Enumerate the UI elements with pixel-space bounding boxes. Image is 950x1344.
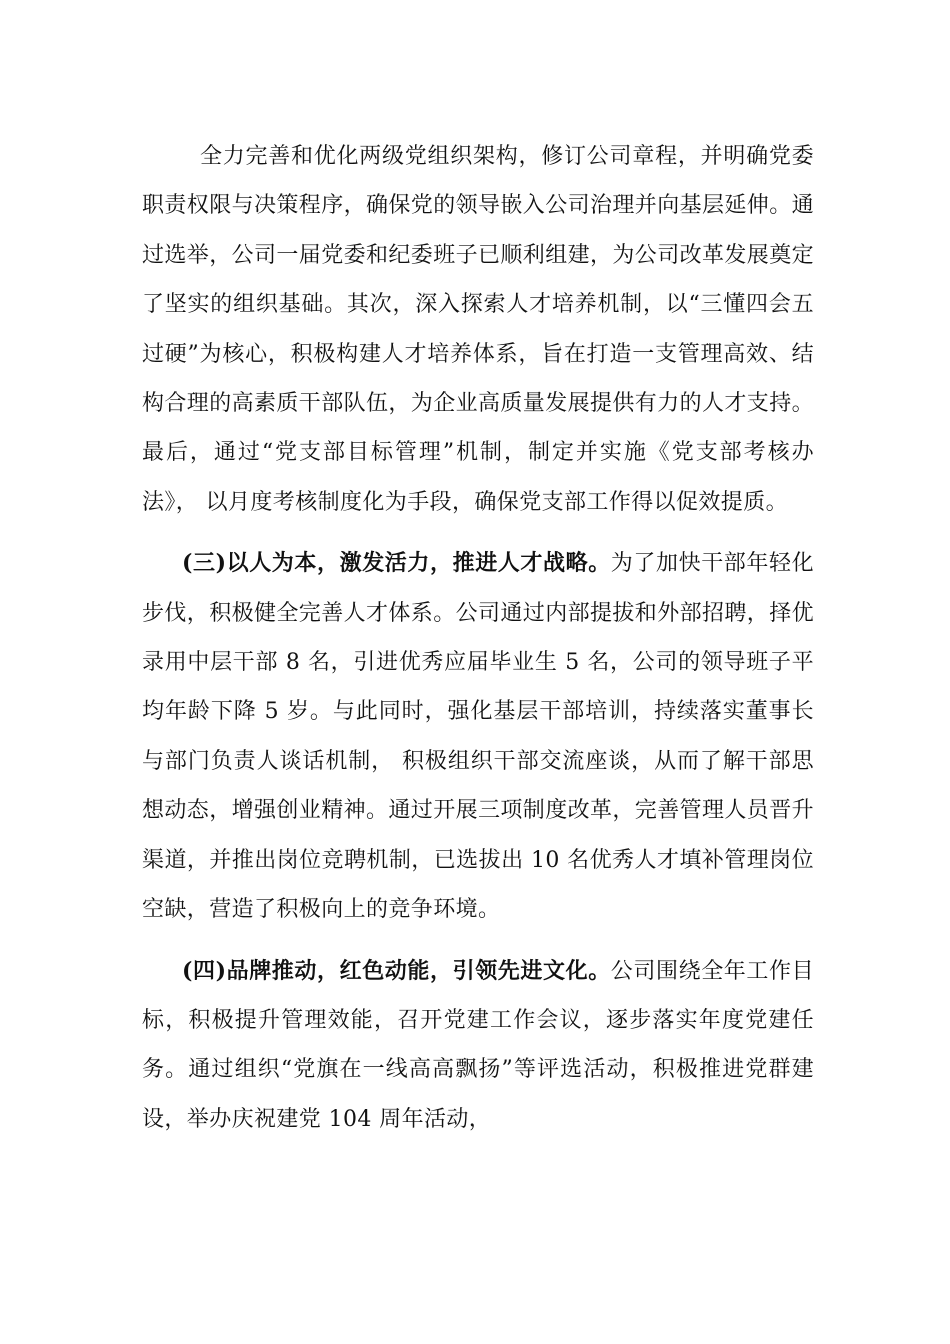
paragraph-talent-strategy <box>142 539 814 934</box>
section-heading-four: (四)品牌推动，红色动能，引领先进文化。 <box>182 957 611 984</box>
paragraph-party-organization <box>142 132 814 527</box>
section-heading-three: (三)以人为本，激发活力，推进人才战略。 <box>182 550 611 577</box>
document-body <box>142 132 814 1144</box>
paragraph-brand-culture <box>142 947 814 1145</box>
paragraph-text: 全力完善和优化两级党组织架构，修订公司章程，并明确党委职责权限与决策程序，确保党的领导嵌入公司治理并向基层延伸。通过选举，公司一届党委和纪委班子已顺利组建，为公司改革发展奠定了坚实的组织基础。其次，深入探索人才培养机制，以“三懂四会五过硬”为核心，积极构建人才培养体系，旨在打造一支管理高效、结构合理的高素质干部队伍，为企业高质量发展提供有力的人才支持。最后，通过“党支部目标管理”机制，制定并实施《党支部考核办法》， 以月度考核制度化为手段，确保党支部工作得以促效提质。 <box>142 144 815 515</box>
paragraph-text: 公司围绕全年工作目标，积极提升管理效能，召开党建工作会议，逐步落实年度党建任务。通过组织“党旗在一线高高飘扬”等评选活动，积极推进党群建设，举办庆祝建党 104 周年活动， <box>142 958 814 1132</box>
paragraph-text: 为了加快干部年轻化步伐，积极健全完善人才体系。公司通过内部提拔和外部招聘，择优录用中层干部 8 名，引进优秀应届毕业生 5 名，公司的领导班子平均年龄下降 5 岁。与此同时，强化基层干部培训，持续落实董事长与部门负责人谈话机制， 积极组织干部交流座谈，从而了解干部思想动态，增强创业精神。通过开展三项制度改革，完善管理人员晋升渠道，并推出岗位竞聘机制，已选拔出 10 名优秀人才填补管理岗位空缺，营造了积极向上的竞争环境。 <box>142 551 815 923</box>
